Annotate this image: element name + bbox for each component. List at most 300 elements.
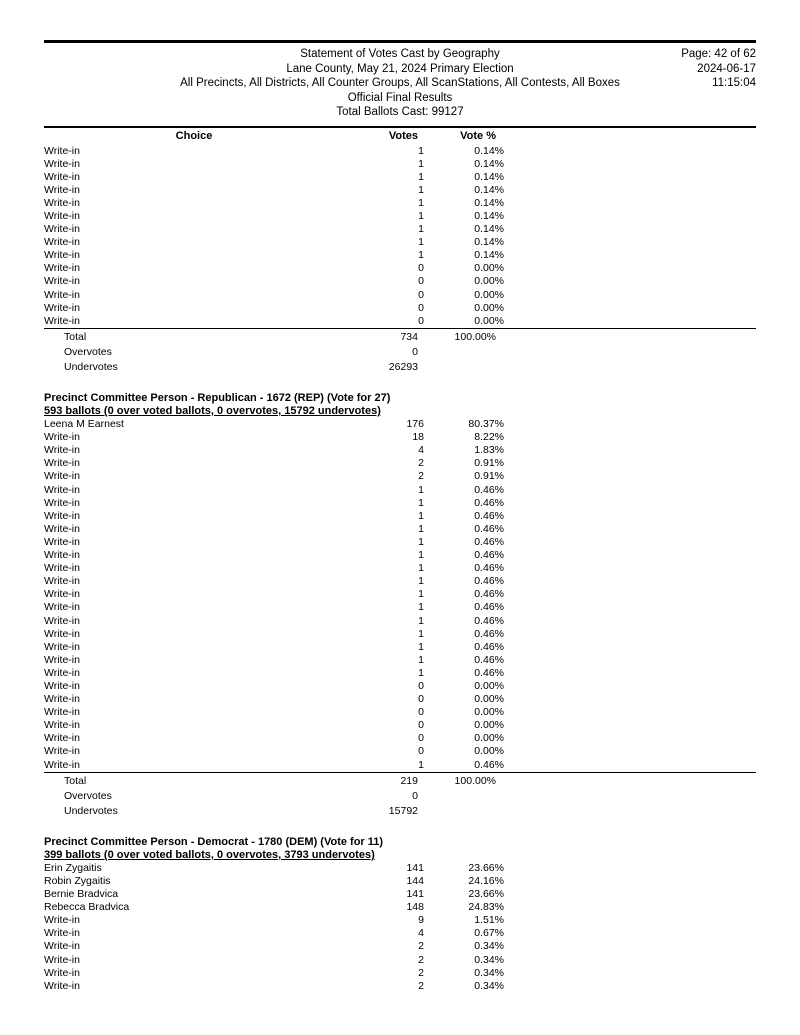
table-row xyxy=(44,536,756,549)
choice-votes: 0 xyxy=(418,301,424,314)
table-row xyxy=(44,484,756,497)
choice-votes: 148 xyxy=(406,901,424,914)
table-row xyxy=(44,431,756,444)
choice-name: Write-in xyxy=(44,236,80,249)
contest-ballot-summary: 399 ballots (0 over voted ballots, 0 overvotes, 3793 undervotes) xyxy=(44,848,375,861)
choice-vote-pct: 1.51% xyxy=(474,914,504,927)
overvotes-pct xyxy=(424,345,504,360)
table-row xyxy=(44,719,756,732)
row-spacer xyxy=(504,719,756,732)
row-spacer xyxy=(504,457,756,470)
table-row xyxy=(44,575,756,588)
choice-vote-pct: 0.46% xyxy=(474,575,504,588)
choice-name: Write-in xyxy=(44,196,80,209)
choice-votes: 1 xyxy=(418,183,424,196)
total-pct: 100.00% xyxy=(454,774,496,787)
contest-title: Precinct Committee Person - Democrat - 1780 (DEM) (Vote for 11) xyxy=(44,835,384,848)
choice-vote-pct: 0.00% xyxy=(424,315,504,329)
choice-votes: 176 xyxy=(406,418,424,431)
row-spacer xyxy=(504,171,756,184)
report-header xyxy=(44,43,756,123)
row-spacer xyxy=(504,184,756,197)
choice-name: Write-in xyxy=(44,914,80,927)
choice-votes: 1 xyxy=(418,614,424,627)
choice-votes: 4 xyxy=(418,927,424,940)
header-scope: All Precincts, All Districts, All Counter Groups, All ScanStations, All Contests, All Boxes xyxy=(180,77,620,89)
choice-vote-pct: 0.00% xyxy=(474,706,504,719)
table-row xyxy=(44,641,756,654)
choice-name: Erin Zygaitis xyxy=(44,861,102,874)
choice-vote-pct: 0.46% xyxy=(474,640,504,653)
choice-name: Write-in xyxy=(44,706,80,719)
table-row xyxy=(44,289,756,302)
choice-name: Write-in xyxy=(44,157,80,170)
row-spacer xyxy=(504,967,756,980)
undervotes-pct xyxy=(424,360,504,375)
total-row xyxy=(44,328,756,345)
choice-votes: 2 xyxy=(418,966,424,979)
choice-vote-pct: 0.00% xyxy=(474,679,504,692)
choice-votes: 1 xyxy=(418,170,424,183)
choice-votes: 9 xyxy=(418,914,424,927)
table-row xyxy=(44,315,756,329)
choice-votes: 1 xyxy=(418,209,424,222)
choice-vote-pct: 0.46% xyxy=(474,627,504,640)
choice-vote-pct: 0.46% xyxy=(474,653,504,666)
row-spacer xyxy=(504,315,756,329)
choice-votes: 141 xyxy=(406,888,424,901)
table-row xyxy=(44,693,756,706)
choice-votes: 1 xyxy=(418,144,424,157)
row-spacer xyxy=(504,680,756,693)
choice-votes: 2 xyxy=(418,457,424,470)
row-spacer xyxy=(504,360,756,375)
header-title: Statement of Votes Cast by Geography xyxy=(300,48,500,60)
choice-votes: 0 xyxy=(344,315,424,329)
row-spacer xyxy=(504,197,756,210)
header-status: Official Final Results xyxy=(347,91,453,104)
row-spacer xyxy=(504,484,756,497)
row-spacer xyxy=(504,262,756,275)
row-spacer xyxy=(504,615,756,628)
table-row xyxy=(44,418,756,431)
choice-name: Write-in xyxy=(44,666,80,679)
choice-vote-pct: 23.66% xyxy=(468,888,504,901)
table-row xyxy=(44,444,756,457)
choice-votes: 141 xyxy=(406,861,424,874)
row-spacer xyxy=(504,523,756,536)
row-spacer xyxy=(504,575,756,588)
choice-vote-pct: 0.00% xyxy=(474,719,504,732)
choice-votes: 0 xyxy=(418,679,424,692)
table-row xyxy=(44,980,756,993)
choice-vote-pct: 0.00% xyxy=(474,301,504,314)
choice-name: Write-in xyxy=(44,966,80,979)
row-spacer xyxy=(504,789,756,804)
choice-vote-pct: 0.46% xyxy=(474,601,504,614)
row-spacer xyxy=(504,145,756,158)
header-center-block xyxy=(44,47,756,120)
choice-votes: 2 xyxy=(418,979,424,992)
table-row xyxy=(44,940,756,953)
header-total-ballots: Total Ballots Cast: 99127 xyxy=(336,106,464,118)
choice-name: Write-in xyxy=(44,979,80,992)
choice-name: Write-in xyxy=(44,535,80,548)
choice-name: Bernie Bradvica xyxy=(44,888,119,901)
overvotes-value: 0 xyxy=(412,345,418,358)
contest-block xyxy=(44,128,756,376)
row-spacer xyxy=(504,345,756,360)
header-right-block xyxy=(681,47,756,91)
table-row xyxy=(44,628,756,641)
choice-votes: 4 xyxy=(418,444,424,457)
choice-vote-pct: 0.14% xyxy=(474,236,504,249)
table-row xyxy=(44,927,756,940)
choice-name: Write-in xyxy=(44,522,80,535)
table-row xyxy=(44,523,756,536)
table-row xyxy=(44,562,756,575)
choice-votes: 1 xyxy=(418,666,424,679)
choice-vote-pct: 0.46% xyxy=(424,759,504,773)
choice-vote-pct: 0.14% xyxy=(474,183,504,196)
choice-votes: 1 xyxy=(418,535,424,548)
choice-votes: 2 xyxy=(418,470,424,483)
report-date: 2024-06-17 xyxy=(697,62,756,75)
row-spacer xyxy=(504,980,756,993)
table-row xyxy=(44,601,756,614)
row-spacer xyxy=(504,210,756,223)
choice-votes: 1 xyxy=(418,522,424,535)
choice-votes: 0 xyxy=(418,693,424,706)
row-spacer xyxy=(504,497,756,510)
choice-votes: 2 xyxy=(418,940,424,953)
row-spacer xyxy=(504,328,756,345)
total-label: Total xyxy=(64,774,87,787)
row-spacer xyxy=(504,588,756,601)
row-spacer xyxy=(504,654,756,667)
overvotes-row xyxy=(44,345,756,360)
choice-name: Write-in xyxy=(44,953,80,966)
table-row xyxy=(44,759,756,773)
table-row xyxy=(44,732,756,745)
column-header-spacer xyxy=(504,128,756,145)
table-row xyxy=(44,171,756,184)
row-spacer xyxy=(504,302,756,315)
choice-vote-pct: 0.00% xyxy=(474,732,504,745)
table-row xyxy=(44,197,756,210)
choice-vote-pct: 1.83% xyxy=(474,444,504,457)
choice-name: Write-in xyxy=(44,170,80,183)
choice-name: Write-in xyxy=(44,575,80,588)
choice-vote-pct: 0.46% xyxy=(474,483,504,496)
choice-vote-pct: 0.14% xyxy=(474,223,504,236)
choice-vote-pct: 0.46% xyxy=(474,549,504,562)
choice-name: Write-in xyxy=(44,470,80,483)
row-spacer xyxy=(504,641,756,654)
choice-votes: 1 xyxy=(418,588,424,601)
choice-votes: 1 xyxy=(418,236,424,249)
table-row xyxy=(44,249,756,262)
row-spacer xyxy=(504,536,756,549)
choice-votes: 1 xyxy=(418,653,424,666)
choice-votes: 0 xyxy=(418,706,424,719)
total-value: 734 xyxy=(400,330,418,343)
choice-name: Write-in xyxy=(44,262,80,275)
overvotes-row xyxy=(44,789,756,804)
choice-name: Write-in xyxy=(44,732,80,745)
choice-votes: 1 xyxy=(418,601,424,614)
table-row xyxy=(44,262,756,275)
choice-name: Write-in xyxy=(44,679,80,692)
row-spacer xyxy=(504,693,756,706)
table-row xyxy=(44,901,756,914)
results-table xyxy=(44,418,756,819)
choice-vote-pct: 0.67% xyxy=(474,927,504,940)
header-election: Lane County, May 21, 2024 Primary Election xyxy=(286,62,514,75)
choice-vote-pct: 0.14% xyxy=(474,196,504,209)
choice-vote-pct: 0.00% xyxy=(474,262,504,275)
choice-vote-pct: 0.46% xyxy=(474,588,504,601)
choice-vote-pct: 0.00% xyxy=(474,288,504,301)
choice-name: Write-in xyxy=(44,719,80,732)
overvotes-pct xyxy=(424,789,504,804)
table-row xyxy=(44,888,756,901)
column-header-choice: Choice xyxy=(175,129,213,142)
table-row xyxy=(44,549,756,562)
row-spacer xyxy=(504,888,756,901)
row-spacer xyxy=(504,275,756,288)
column-header-vote-pct: Vote % xyxy=(460,129,496,142)
choice-vote-pct: 0.14% xyxy=(474,170,504,183)
contests-container xyxy=(44,128,756,993)
choice-name: Write-in xyxy=(44,614,80,627)
choice-vote-pct: 0.00% xyxy=(474,693,504,706)
contest-ballot-summary: 593 ballots (0 over voted ballots, 0 overvotes, 15792 undervotes) xyxy=(44,405,381,418)
row-spacer xyxy=(504,954,756,967)
overvotes-label: Overvotes xyxy=(64,789,112,802)
table-row xyxy=(44,158,756,171)
row-spacer xyxy=(504,875,756,888)
choice-name: Write-in xyxy=(44,588,80,601)
choice-vote-pct: 0.14% xyxy=(474,157,504,170)
choice-votes: 1 xyxy=(418,223,424,236)
table-row xyxy=(44,497,756,510)
row-spacer xyxy=(504,601,756,614)
choice-name: Write-in xyxy=(44,457,80,470)
table-row xyxy=(44,275,756,288)
choice-name: Write-in xyxy=(44,496,80,509)
choice-vote-pct: 0.00% xyxy=(474,275,504,288)
row-spacer xyxy=(504,470,756,483)
table-row xyxy=(44,223,756,236)
row-spacer xyxy=(504,549,756,562)
choice-votes: 1 xyxy=(418,196,424,209)
row-spacer xyxy=(504,289,756,302)
table-row xyxy=(44,210,756,223)
choice-votes: 1 xyxy=(418,483,424,496)
undervotes-label: Undervotes xyxy=(64,361,118,373)
row-spacer xyxy=(504,706,756,719)
choice-votes: 1 xyxy=(418,249,424,262)
total-value: 219 xyxy=(400,774,418,787)
choice-name: Rebecca Bradvica xyxy=(44,901,130,914)
choice-votes: 1 xyxy=(418,157,424,170)
row-spacer xyxy=(504,940,756,953)
contest-title: Precinct Committee Person - Republican - 1672 (REP) (Vote for 27) xyxy=(44,392,391,405)
choice-votes: 0 xyxy=(418,719,424,732)
choice-votes: 1 xyxy=(418,496,424,509)
row-spacer xyxy=(504,745,756,758)
choice-votes: 1 xyxy=(418,627,424,640)
table-row xyxy=(44,875,756,888)
choice-votes: 144 xyxy=(406,875,424,887)
row-spacer xyxy=(504,418,756,431)
choice-name: Write-in xyxy=(44,509,80,522)
choice-name: Write-in xyxy=(44,444,80,457)
choice-name: Write-in xyxy=(44,209,80,222)
choice-vote-pct: 0.46% xyxy=(474,614,504,627)
table-row xyxy=(44,914,756,927)
row-spacer xyxy=(504,927,756,940)
choice-name: Write-in xyxy=(44,249,80,262)
choice-votes: 0 xyxy=(418,732,424,745)
choice-name: Write-in xyxy=(44,144,80,157)
choice-vote-pct: 0.46% xyxy=(474,562,504,575)
undervotes-value: 26293 xyxy=(388,361,418,373)
table-row xyxy=(44,457,756,470)
choice-vote-pct: 24.16% xyxy=(468,875,504,887)
choice-vote-pct: 0.46% xyxy=(474,535,504,548)
choice-vote-pct: 0.34% xyxy=(474,979,504,992)
undervotes-label: Undervotes xyxy=(64,804,118,817)
row-spacer xyxy=(504,562,756,575)
choice-name: Write-in xyxy=(44,601,80,614)
table-row xyxy=(44,654,756,667)
choice-name: Robin Zygaitis xyxy=(44,875,111,887)
row-spacer xyxy=(504,628,756,641)
total-pct: 100.00% xyxy=(454,330,496,343)
undervotes-value: 15792 xyxy=(388,804,418,817)
choice-name: Write-in xyxy=(44,315,344,329)
choice-vote-pct: 0.34% xyxy=(474,966,504,979)
row-spacer xyxy=(504,444,756,457)
choice-votes: 1 xyxy=(418,640,424,653)
choice-name: Write-in xyxy=(44,183,80,196)
row-spacer xyxy=(504,901,756,914)
table-row xyxy=(44,706,756,719)
choice-vote-pct: 0.00% xyxy=(474,745,504,758)
row-spacer xyxy=(504,732,756,745)
choice-name: Write-in xyxy=(44,640,80,653)
choice-name: Write-in xyxy=(44,431,80,444)
choice-name: Write-in xyxy=(44,549,80,562)
results-table xyxy=(44,862,756,993)
row-spacer xyxy=(504,914,756,927)
choice-vote-pct: 0.46% xyxy=(474,509,504,522)
choice-name: Write-in xyxy=(44,223,80,236)
choice-vote-pct: 8.22% xyxy=(474,431,504,444)
choice-votes: 0 xyxy=(418,745,424,758)
choice-vote-pct: 23.66% xyxy=(468,861,504,874)
total-label: Total xyxy=(64,330,87,343)
row-spacer xyxy=(504,236,756,249)
contest-block xyxy=(44,392,756,819)
choice-votes: 1 xyxy=(344,759,424,773)
choice-votes: 1 xyxy=(418,575,424,588)
choice-votes: 1 xyxy=(418,549,424,562)
row-spacer xyxy=(504,158,756,171)
table-row xyxy=(44,667,756,680)
row-spacer xyxy=(504,667,756,680)
table-row xyxy=(44,470,756,483)
choice-vote-pct: 0.14% xyxy=(474,209,504,222)
choice-vote-pct: 0.91% xyxy=(474,470,504,483)
choice-votes: 2 xyxy=(418,953,424,966)
choice-vote-pct: 0.91% xyxy=(474,457,504,470)
row-spacer xyxy=(504,804,756,819)
table-row xyxy=(44,967,756,980)
table-row xyxy=(44,236,756,249)
choice-vote-pct: 80.37% xyxy=(468,418,504,431)
overvotes-label: Overvotes xyxy=(64,345,112,358)
choice-vote-pct: 0.46% xyxy=(474,522,504,535)
undervotes-row xyxy=(44,360,756,375)
choice-name: Write-in xyxy=(44,745,80,758)
results-table xyxy=(44,128,756,376)
choice-name: Write-in xyxy=(44,483,80,496)
table-row xyxy=(44,615,756,628)
choice-name: Write-in xyxy=(44,940,80,953)
choice-name: Write-in xyxy=(44,288,80,301)
choice-name: Write-in xyxy=(44,693,80,706)
total-row xyxy=(44,772,756,789)
choice-vote-pct: 0.46% xyxy=(474,496,504,509)
choice-name: Write-in xyxy=(44,275,80,288)
choice-name: Leena M Earnest xyxy=(44,418,124,431)
choice-votes: 0 xyxy=(418,262,424,275)
table-row xyxy=(44,302,756,315)
row-spacer xyxy=(504,431,756,444)
row-spacer xyxy=(504,862,756,875)
choice-name: Write-in xyxy=(44,301,80,314)
table-row xyxy=(44,745,756,758)
table-row xyxy=(44,145,756,158)
undervotes-pct xyxy=(424,804,504,819)
table-row xyxy=(44,588,756,601)
row-spacer xyxy=(504,249,756,262)
contest-block xyxy=(44,836,756,993)
choice-vote-pct: 0.34% xyxy=(474,940,504,953)
choice-votes: 18 xyxy=(412,431,424,444)
choice-votes: 0 xyxy=(418,275,424,288)
column-header-votes: Votes xyxy=(388,129,418,142)
undervotes-row xyxy=(44,804,756,819)
choice-name: Write-in xyxy=(44,653,80,666)
row-spacer xyxy=(504,759,756,773)
choice-votes: 1 xyxy=(418,509,424,522)
choice-vote-pct: 0.14% xyxy=(474,249,504,262)
row-spacer xyxy=(504,510,756,523)
choice-vote-pct: 0.34% xyxy=(474,953,504,966)
table-row xyxy=(44,184,756,197)
table-header-row xyxy=(44,128,756,145)
choice-name: Write-in xyxy=(44,759,344,773)
table-row xyxy=(44,954,756,967)
table-row xyxy=(44,862,756,875)
choice-name: Write-in xyxy=(44,927,80,940)
choice-votes: 0 xyxy=(418,288,424,301)
choice-name: Write-in xyxy=(44,562,80,575)
